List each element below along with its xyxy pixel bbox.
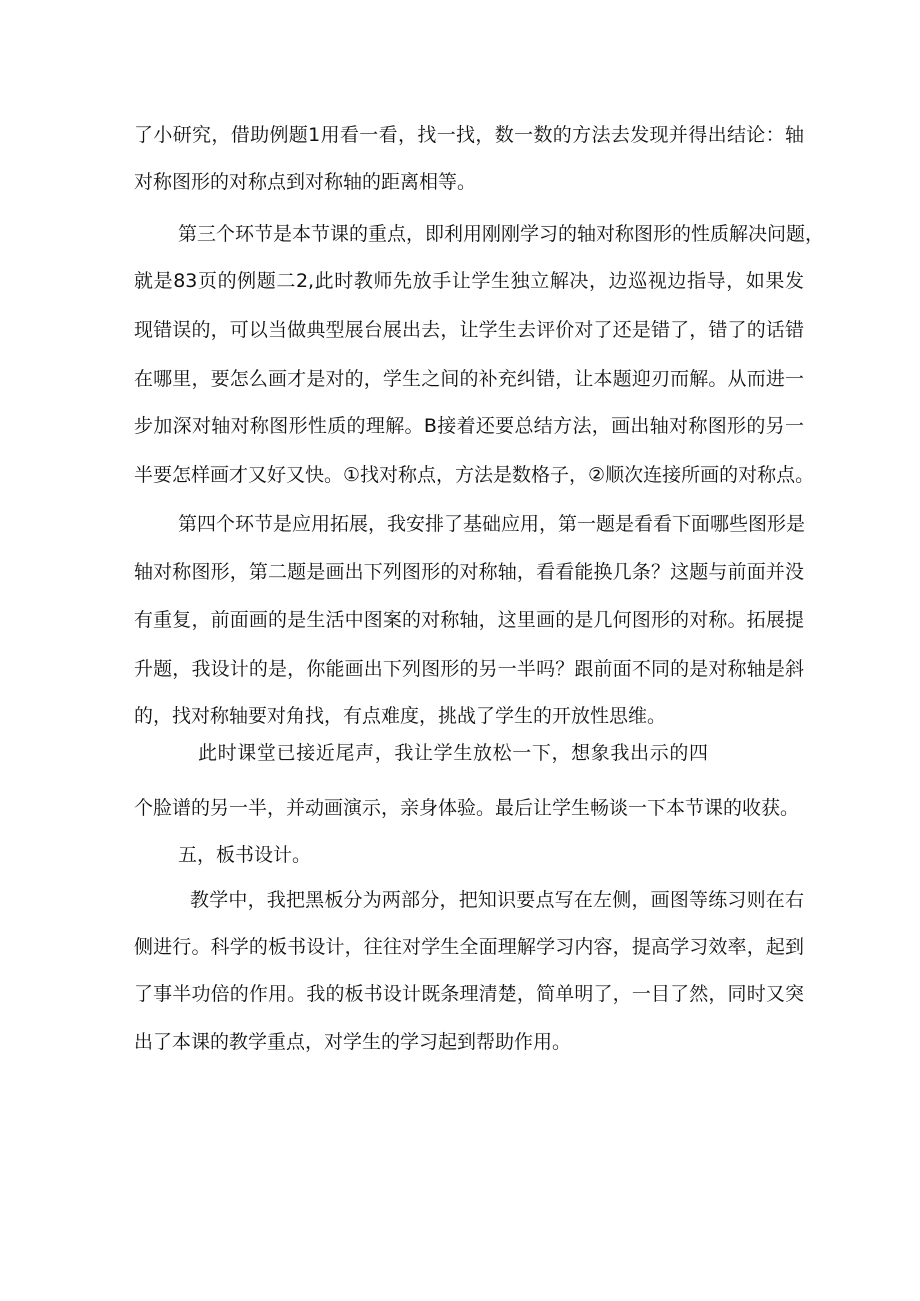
text-line: 第四个环节是应用拓展，我安排了基础应用，第一题是看看下面哪些图形是 [178, 513, 806, 535]
text-line: 了小研究，借助例题1用看一看，找一找，数一数的方法去发现并得出结论：轴 [134, 124, 804, 146]
text-line: 侧进行。科学的板书设计，往往对学生全面理解学习内容，提高学习效率，起到 [134, 936, 804, 958]
text-line: 半要怎样画才又好又快。①找对称点，方法是数格子，②顺次连接所画的对称点。 [134, 464, 815, 486]
text-line: 教学中，我把黑板分为两部分，把知识要点写在左侧，画图等练习则在右 [190, 889, 804, 911]
text-line: 出了本课的教学重点，对学生的学习起到帮助作用。 [134, 1031, 572, 1053]
text-line: 个脸谱的另一半，并动画演示，亲身体验。最后让学生畅谈一下本节课的收获。 [134, 797, 800, 819]
text-line: 此时课堂已接近尾声，我让学生放松一下，想象我出示的四 [198, 742, 708, 764]
text-line: 升题，我设计的是，你能画出下列图形的另一半吗？跟前面不同的是对称轴是斜 [134, 658, 804, 680]
text-line: 有重复，前面画的是生活中图案的对称轴，这里画的是几何图形的对称。拓展提 [134, 609, 804, 631]
text-line: 轴对称图形，第二题是画出下列图形的对称轴，看看能换几条？这题与前面并没 [134, 561, 804, 583]
text-line: 对称图形的对称点到对称轴的距离相等。 [134, 171, 477, 193]
section-heading: 五，板书设计。 [178, 844, 312, 866]
text-line: 的，找对称轴要对角找，有点难度，挑战了学生的开放性思维。 [134, 705, 667, 727]
text-line: 了事半功倍的作用。我的板书设计既条理清楚，简单明了，一目了然，同时又突 [134, 983, 804, 1005]
text-line: 在哪里，要怎么画才是对的，学生之间的补充纠错，让本题迎刃而解。从而进一 [134, 368, 804, 390]
text-line: 第三个环节是本节课的重点，即利用刚刚学习的轴对称图形的性质解决问题， [178, 223, 825, 245]
text-line: 就是83页的例题二2,此时教师先放手让学生独立解决，边巡视边指导，如果发 [134, 270, 804, 292]
text-line: 步加深对轴对称图形性质的理解。B接着还要总结方法，画出轴对称图形的另一 [134, 415, 804, 437]
text-line: 现错误的，可以当做典型展台展出去，让学生去评价对了还是错了，错了的话错 [134, 319, 804, 341]
